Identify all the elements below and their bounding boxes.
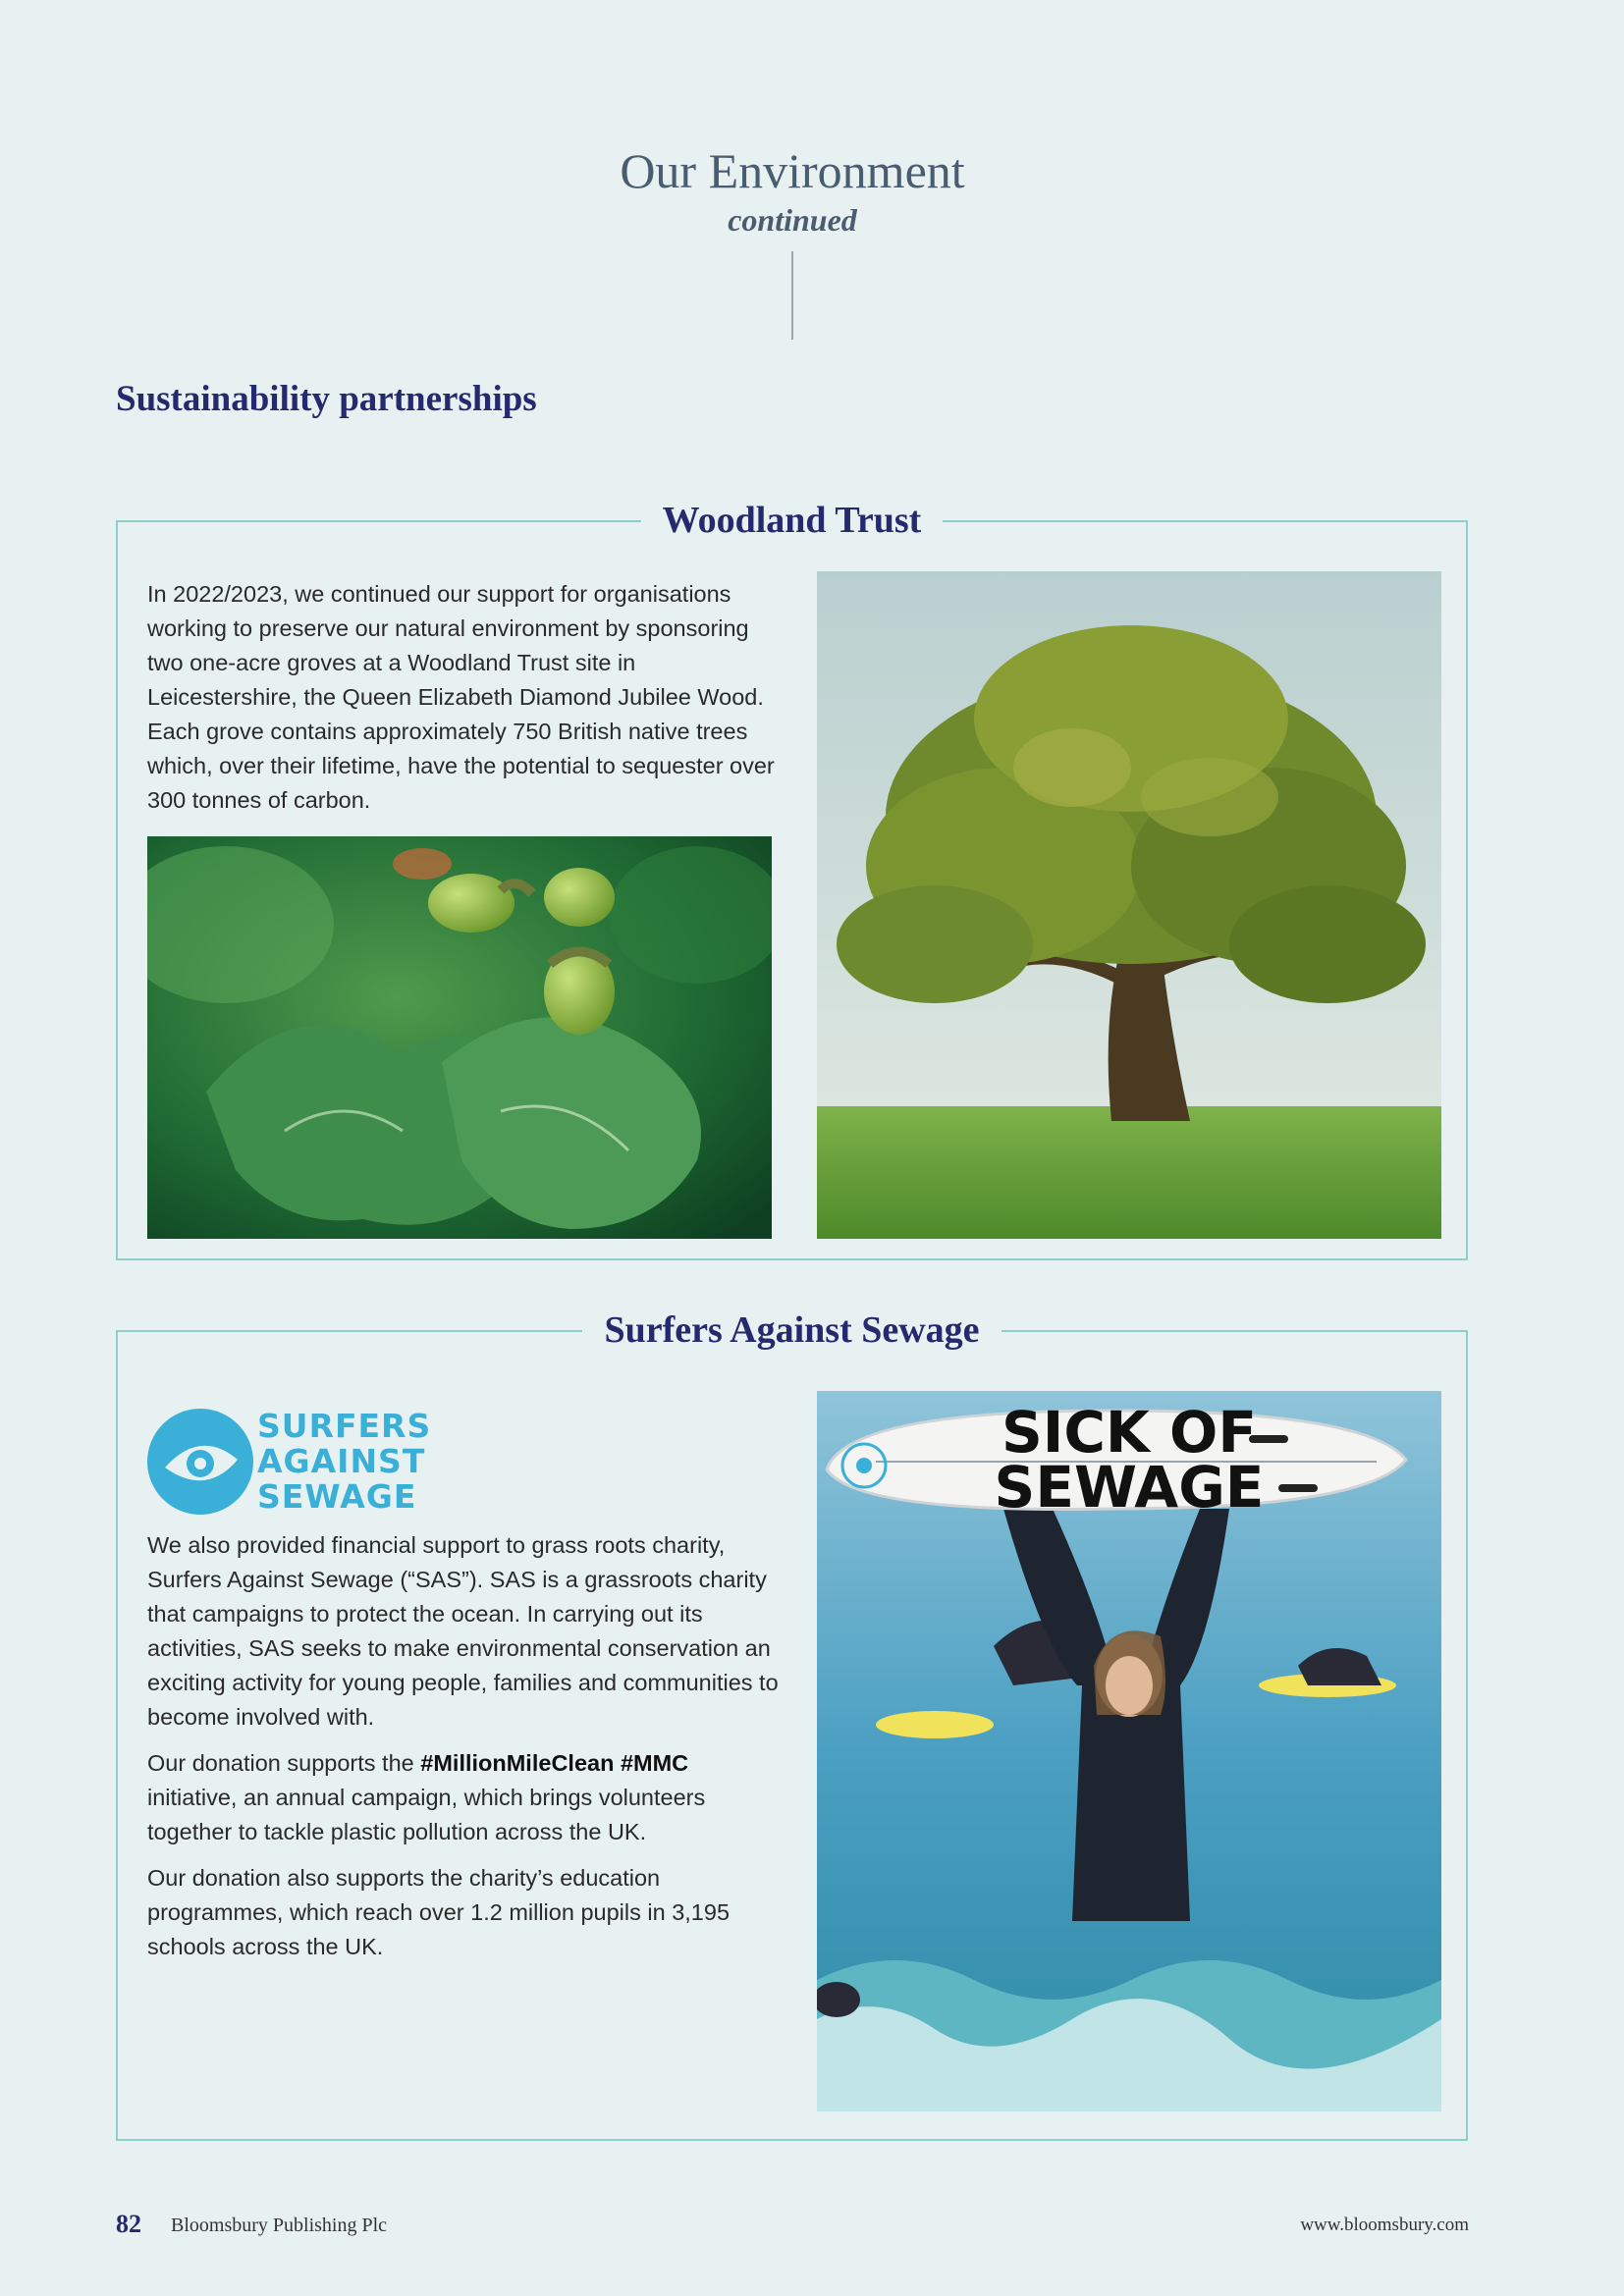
section-heading: Sustainability partnerships (116, 379, 537, 419)
woodland-trust-title: Woodland Trust (118, 499, 1466, 542)
oak-tree-photo (817, 571, 1441, 1239)
surfboard-text-line-2: SEWAGE (994, 1454, 1265, 1521)
sas-logo-line-3: SEWAGE (257, 1477, 417, 1516)
page-title: Our Environment (620, 143, 965, 198)
acorn-leaves-photo (147, 836, 772, 1239)
surfer-protest-photo (817, 1391, 1441, 2111)
woodland-trust-text (147, 577, 784, 829)
sas-logo-line-2: AGAINST (257, 1442, 426, 1480)
sas-paragraph-2: Our donation supports the #MillionMileClean #MMC initiative, an annual campaign, which brings volunteers together to tackle plastic pollution across the UK. (147, 1750, 706, 1844)
footer-url: www.bloomsbury.com (1300, 2215, 1469, 2235)
sas-box (116, 1309, 1468, 2141)
title-divider (791, 251, 793, 340)
woodland-trust-box (116, 500, 1468, 1260)
mmc-hashtag: #MillionMileClean #MMC (420, 1750, 689, 1776)
woodland-paragraph: In 2022/2023, we continued our support for organisations working to preserve our natural environment by sponsoring two one-acre groves at a Woodland Trust site in Leicestershire, the Queen Elizabeth Diamond Jubilee Wood. Each grove contains approximately 750 British native trees which, over their lifetime, have the potential to sequester over 300 tonnes of carbon. (147, 581, 775, 813)
sas-paragraph-1: We also provided financial support to grass roots charity, Surfers Against Sewage (“SAS”). SAS is a grassroots charity that campaigns to protect the ocean. In carrying out its activities, SAS seeks to make environmental conservation an exciting activity for young people, families and communities to become involved with. (147, 1532, 779, 1730)
surfboard-text-line-1: SICK OF (1001, 1399, 1257, 1466)
sas-text (147, 1528, 784, 1976)
sas-title: Surfers Against Sewage (118, 1308, 1466, 1352)
sas-logo-line-1: SURFERS (257, 1407, 432, 1445)
footer-company: Bloomsbury Publishing Plc (171, 2215, 388, 2236)
sas-paragraph-3: Our donation also supports the charity’s education programmes, which reach over 1.2 million pupils in 3,195 schools across the UK. (147, 1865, 731, 1959)
page-number: 82 (116, 2210, 141, 2238)
sas-logo (147, 1409, 432, 1519)
page-subtitle: continued (728, 202, 857, 238)
